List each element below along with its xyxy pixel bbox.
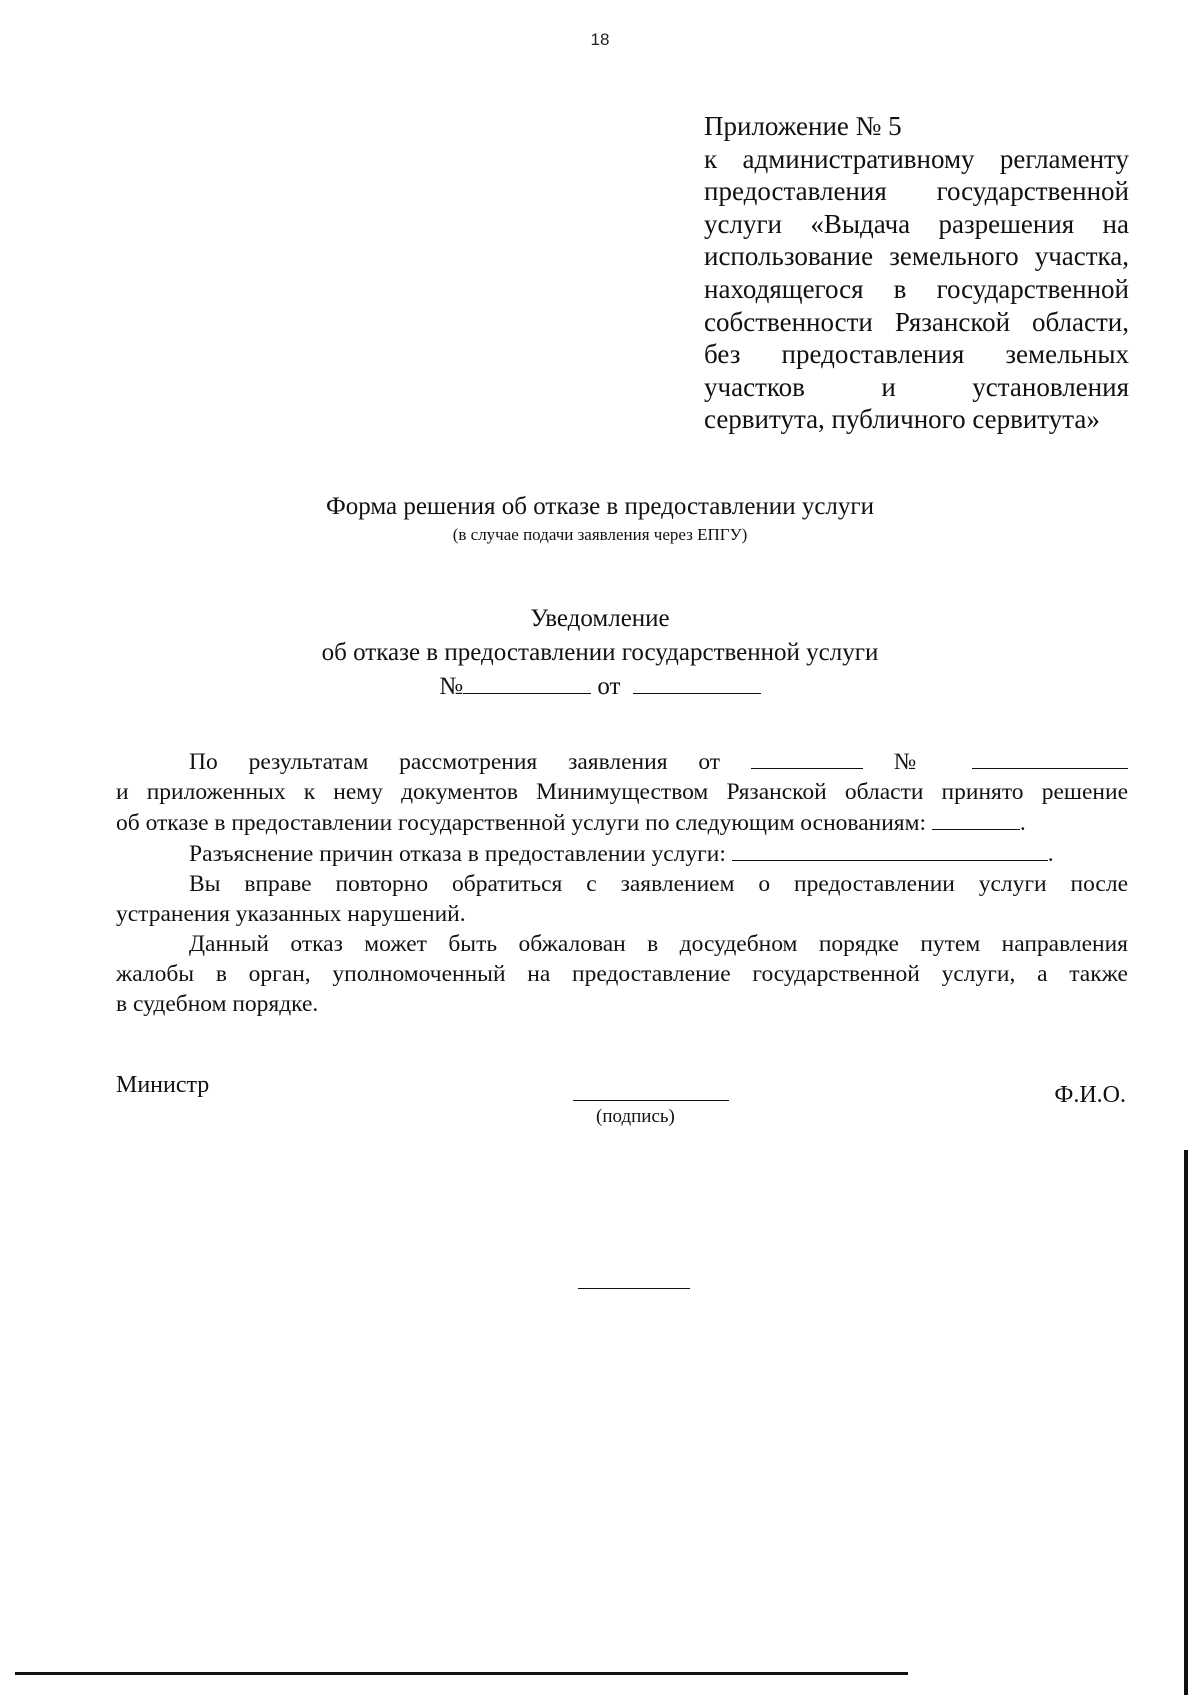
annex-line: находящегося в государственной bbox=[704, 273, 1129, 304]
page-number: 18 bbox=[590, 30, 610, 49]
appeal-line-3: в судебном порядке. bbox=[116, 991, 319, 1017]
scan-right-edge bbox=[1184, 1150, 1188, 1695]
scan-bottom-edge bbox=[15, 1672, 908, 1675]
number-label: № bbox=[439, 673, 464, 700]
notice-title: Уведомление bbox=[530, 605, 670, 632]
reapply-line-2: устранения указанных нарушений. bbox=[116, 901, 466, 927]
annex-line: без предоставления земельных bbox=[704, 339, 1129, 370]
signer-name: Ф.И.О. bbox=[1054, 1082, 1126, 1108]
paragraph-explanation bbox=[116, 838, 1128, 869]
explanation-text: Разъяснение причин отказа в предоставлении услуги: bbox=[189, 841, 726, 867]
signature-row bbox=[116, 1072, 1128, 1142]
appeal-line-1: Данный отказ может быть обжалован в досудебном порядке путем направления bbox=[189, 931, 1128, 957]
annex-line: использование земельного участка, bbox=[704, 241, 1129, 272]
decision-text: об отказе в предоставлении государственной услуги по следующим основаниям: bbox=[116, 810, 926, 836]
notice-number-line bbox=[0, 671, 1200, 701]
body-text bbox=[116, 746, 1128, 1019]
paragraph-decision bbox=[116, 746, 1128, 838]
notice-subtitle: об отказе в предоставлении государственной услуги bbox=[321, 639, 879, 666]
annex-line: предоставления государственной bbox=[704, 176, 1129, 207]
decision-line-3: об отказе в предоставлении государственной услуги по следующим основаниям: . bbox=[116, 807, 1128, 838]
decision-line-1 bbox=[116, 746, 1128, 777]
end-divider bbox=[578, 1288, 690, 1289]
decision-text: По результатам рассмотрения заявления от bbox=[189, 749, 721, 775]
paragraph-appeal bbox=[116, 929, 1128, 1019]
decision-line-2: и приложенных к нему документов Минимуществом Рязанской области принято решение bbox=[116, 779, 1128, 805]
signer-position: Министр bbox=[116, 1072, 210, 1098]
signature-caption: (подпись) bbox=[596, 1106, 675, 1127]
form-title: Форма решения об отказе в предоставлении услуги bbox=[325, 493, 875, 520]
application-number-label: № bbox=[893, 749, 942, 775]
annex-title: Приложение № 5 bbox=[704, 111, 902, 141]
paragraph-reapply bbox=[116, 869, 1128, 929]
annex-line: к административному регламенту bbox=[704, 143, 1129, 174]
notice-date-blank bbox=[633, 671, 761, 694]
appeal-line-2: жалобы в орган, уполномоченный на предоставление государственной услуги, а также bbox=[116, 961, 1128, 987]
from-label: от bbox=[597, 673, 621, 700]
grounds-blank bbox=[932, 807, 1020, 830]
notice-number-blank bbox=[463, 671, 591, 694]
annex-line: участков и установления bbox=[704, 371, 1129, 402]
annex-line: сервитута, публичного сервитута» bbox=[704, 404, 1100, 435]
form-subtitle: (в случае подачи заявления через ЕПГУ) bbox=[452, 525, 748, 544]
explanation-line: Разъяснение причин отказа в предоставлении услуги: . bbox=[116, 838, 1128, 869]
application-date-blank bbox=[751, 746, 863, 769]
signature-line bbox=[573, 1100, 729, 1101]
annex-block bbox=[704, 110, 1129, 436]
reapply-line-1: Вы вправе повторно обратиться с заявлением о предоставлении услуги после bbox=[189, 871, 1128, 897]
annex-line: собственности Рязанской области, bbox=[704, 306, 1129, 337]
application-number-blank bbox=[972, 746, 1128, 769]
explanation-blank bbox=[732, 838, 1048, 861]
annex-line: услуги «Выдача разрешения на bbox=[704, 208, 1129, 239]
